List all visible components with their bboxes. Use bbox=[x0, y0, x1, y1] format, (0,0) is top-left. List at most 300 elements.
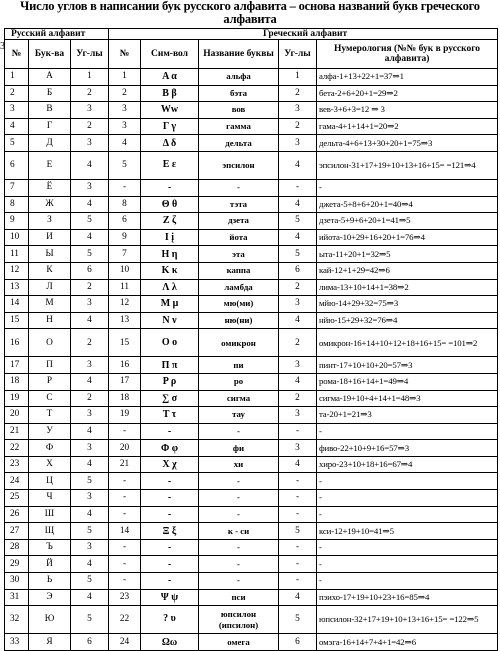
table-row bbox=[5, 196, 498, 213]
numerology-cell: - bbox=[317, 473, 498, 490]
numerology-cell: ыта-11+20+1=32⇒5 bbox=[317, 246, 498, 263]
russian-alphabet-header: Русский алфавит bbox=[5, 29, 109, 40]
greek-number-cell: - bbox=[109, 423, 141, 440]
russian-letter-cell: Ф bbox=[29, 440, 71, 457]
row-number-cell: 8 bbox=[5, 196, 29, 213]
russian-angles-cell: 2 bbox=[71, 279, 109, 296]
greek-symbol-cell: - bbox=[141, 423, 199, 440]
greek-letter-name-cell: - bbox=[199, 539, 279, 556]
russian-angles-cell: 2 bbox=[71, 390, 109, 407]
table-row bbox=[5, 213, 498, 230]
russian-letter-cell: Х bbox=[29, 456, 71, 473]
greek-angles-cell: 3 bbox=[279, 102, 317, 119]
greek-angles-cell: 4 bbox=[279, 229, 317, 246]
russian-letter-cell: Н bbox=[29, 312, 71, 329]
table-row bbox=[5, 390, 498, 407]
table-row bbox=[5, 634, 498, 651]
greek-number-cell: 16 bbox=[109, 357, 141, 374]
russian-letter-cell: Б bbox=[29, 85, 71, 102]
row-number-cell: 33 bbox=[5, 634, 29, 651]
greek-number-cell: - bbox=[109, 556, 141, 573]
russian-letter-cell: Ц bbox=[29, 473, 71, 490]
greek-angles-cell: 4 bbox=[279, 589, 317, 606]
russian-angles-cell: 6 bbox=[71, 634, 109, 651]
russian-angles-cell: 5 bbox=[71, 246, 109, 263]
numerology-cell: хиро-23+10+18+16=67⇒4 bbox=[317, 456, 498, 473]
row-number-cell: 28 bbox=[5, 539, 29, 556]
greek-letter-name-cell: омега bbox=[199, 634, 279, 651]
greek-letter-name-cell: тэта bbox=[199, 196, 279, 213]
table-row bbox=[5, 262, 498, 279]
greek-angles-cell: 2 bbox=[279, 279, 317, 296]
row-number-cell: 7 bbox=[5, 179, 29, 196]
greek-letter-name-cell: йота bbox=[199, 229, 279, 246]
greek-letter-name-cell: хи bbox=[199, 456, 279, 473]
table-row bbox=[5, 523, 498, 540]
greek-number-cell: 2 bbox=[109, 85, 141, 102]
russian-angles-cell: 6 bbox=[71, 262, 109, 279]
greek-symbol-cell: Ζ ζ bbox=[141, 213, 199, 230]
russian-angles-cell: 2 bbox=[71, 118, 109, 135]
russian-letter-cell: Ч bbox=[29, 490, 71, 507]
russian-angles-cell: 5 bbox=[71, 606, 109, 634]
numerology-cell: рома-18+16+14+1=49⇒4 bbox=[317, 373, 498, 390]
row-number-cell: 11 bbox=[5, 246, 29, 263]
greek-symbol-cell: - bbox=[141, 506, 199, 523]
russian-letter-cell: Ы bbox=[29, 246, 71, 263]
greek-letter-name-cell: - bbox=[199, 473, 279, 490]
numerology-cell: вев-3+6+3=12 ⇒ 3 bbox=[317, 102, 498, 119]
greek-symbol-cell: Ψ ψ bbox=[141, 589, 199, 606]
russian-letter-cell: Г bbox=[29, 118, 71, 135]
greek-symbol-cell: Ο ο bbox=[141, 329, 199, 357]
table-row bbox=[5, 539, 498, 556]
greek-symbol-cell: Φ φ bbox=[141, 440, 199, 457]
row-number-cell: 15 bbox=[5, 312, 29, 329]
numerology-cell: гама-4+1+14+1=20⇒2 bbox=[317, 118, 498, 135]
russian-angles-cell: 3 bbox=[71, 490, 109, 507]
numerology-cell: фиво-22+10+9+16=57⇒3 bbox=[317, 440, 498, 457]
greek-letter-name-cell: - bbox=[199, 556, 279, 573]
table-row bbox=[5, 85, 498, 102]
greek-symbol-cell: Ι į bbox=[141, 229, 199, 246]
row-number-cell: 27 bbox=[5, 523, 29, 540]
russian-angles-cell: 3 bbox=[71, 102, 109, 119]
col-header-angles: Уг-лы bbox=[71, 40, 109, 69]
greek-number-cell: 18 bbox=[109, 390, 141, 407]
greek-angles-cell: 3 bbox=[279, 296, 317, 313]
greek-letter-name-cell: пи bbox=[199, 357, 279, 374]
greek-number-cell: 19 bbox=[109, 407, 141, 424]
greek-angles-cell: 3 bbox=[279, 440, 317, 457]
russian-letter-cell: Ъ bbox=[29, 539, 71, 556]
row-number-cell: 31 bbox=[5, 589, 29, 606]
numerology-cell: бета-2+6+20+1=29⇒2 bbox=[317, 85, 498, 102]
greek-angles-cell: - bbox=[279, 490, 317, 507]
greek-number-cell: - bbox=[109, 179, 141, 196]
table-row bbox=[5, 407, 498, 424]
russian-angles-cell: 5 bbox=[71, 523, 109, 540]
greek-angles-cell: 5 bbox=[279, 523, 317, 540]
russian-letter-cell: С bbox=[29, 390, 71, 407]
row-number-cell: 25 bbox=[5, 490, 29, 507]
greek-letter-name-cell: - bbox=[199, 490, 279, 507]
russian-letter-cell: Й bbox=[29, 556, 71, 573]
greek-angles-cell: 3 bbox=[279, 135, 317, 152]
numerology-cell: кси-12+19+10=41⇒5 bbox=[317, 523, 498, 540]
col-header-symbol: Сим-вол bbox=[141, 40, 199, 69]
numerology-cell: нйю-15+29+32=76⇒4 bbox=[317, 312, 498, 329]
russian-angles-cell: 1 bbox=[71, 69, 109, 86]
table-row bbox=[5, 606, 498, 634]
table-row bbox=[5, 229, 498, 246]
numerology-cell: омэга-16+14+7+4+1=42⇒6 bbox=[317, 634, 498, 651]
russian-angles-cell: 4 bbox=[71, 589, 109, 606]
table-row bbox=[5, 151, 498, 179]
russian-letter-cell: Е bbox=[29, 151, 71, 179]
greek-number-cell: 4 bbox=[109, 135, 141, 152]
row-number-cell: 30 bbox=[5, 573, 29, 590]
table-body bbox=[5, 69, 498, 651]
greek-symbol-cell: Ξ ξ bbox=[141, 523, 199, 540]
russian-letter-cell: Т bbox=[29, 407, 71, 424]
greek-letter-name-cell: сигма bbox=[199, 390, 279, 407]
russian-letter-cell: Ю bbox=[29, 606, 71, 634]
row-number-cell: 16 bbox=[5, 329, 29, 357]
greek-angles-cell: 6 bbox=[279, 262, 317, 279]
greek-angles-cell: - bbox=[279, 423, 317, 440]
numerology-cell: - bbox=[317, 573, 498, 590]
greek-angles-cell: - bbox=[279, 573, 317, 590]
greek-angles-cell: 4 bbox=[279, 312, 317, 329]
numerology-cell: пэихо-17+19+10+23+16=85⇒4 bbox=[317, 589, 498, 606]
row-number-cell: 17 bbox=[5, 357, 29, 374]
table-row bbox=[5, 296, 498, 313]
numerology-cell: омикрон-16+14+10+12+18+16+15= =101⇒2 bbox=[317, 329, 498, 357]
greek-number-cell: 15 bbox=[109, 329, 141, 357]
greek-angles-cell: 4 bbox=[279, 151, 317, 179]
row-number-cell: 24 bbox=[5, 473, 29, 490]
greek-number-cell: 22 bbox=[109, 606, 141, 634]
greek-angles-cell: 3 bbox=[279, 407, 317, 424]
greek-number-cell: 6 bbox=[109, 213, 141, 230]
numerology-cell: кай-12+1+29=42⇒6 bbox=[317, 262, 498, 279]
russian-letter-cell: Я bbox=[29, 634, 71, 651]
russian-angles-cell: 4 bbox=[71, 423, 109, 440]
greek-number-cell: 3 bbox=[109, 102, 141, 119]
numerology-cell: юпсилон-32+17+19+10+13+16+15= =122⇒5 bbox=[317, 606, 498, 634]
russian-letter-cell: Р bbox=[29, 373, 71, 390]
numerology-cell: - bbox=[317, 539, 498, 556]
russian-letter-cell: Д bbox=[29, 135, 71, 152]
col-header-letter-name: Название буквы bbox=[199, 40, 279, 69]
greek-angles-cell: 2 bbox=[279, 390, 317, 407]
greek-symbol-cell: Κ κ bbox=[141, 262, 199, 279]
row-number-cell: 19 bbox=[5, 390, 29, 407]
row-number-cell: 12 bbox=[5, 262, 29, 279]
greek-number-cell: 3 bbox=[109, 118, 141, 135]
table-row bbox=[5, 423, 498, 440]
table-row bbox=[5, 329, 498, 357]
greek-symbol-cell: - bbox=[141, 556, 199, 573]
greek-number-cell: 9 bbox=[109, 229, 141, 246]
greek-angles-cell: 5 bbox=[279, 246, 317, 263]
alphabet-table bbox=[4, 28, 498, 651]
russian-letter-cell: В bbox=[29, 102, 71, 119]
greek-number-cell: - bbox=[109, 539, 141, 556]
greek-letter-name-cell: ню(ни) bbox=[199, 312, 279, 329]
margin-digit: 3 bbox=[0, 41, 5, 52]
russian-angles-cell: 4 bbox=[71, 229, 109, 246]
table-row bbox=[5, 473, 498, 490]
table-row bbox=[5, 279, 498, 296]
table-row bbox=[5, 118, 498, 135]
greek-symbol-cell: - bbox=[141, 473, 199, 490]
table-row bbox=[5, 506, 498, 523]
greek-number-cell: 13 bbox=[109, 312, 141, 329]
col-header-number: № bbox=[5, 40, 29, 69]
row-number-cell: 1 bbox=[5, 69, 29, 86]
table-row bbox=[5, 135, 498, 152]
greek-number-cell: 8 bbox=[109, 196, 141, 213]
greek-symbol-cell: Ν ν bbox=[141, 312, 199, 329]
row-number-cell: 10 bbox=[5, 229, 29, 246]
table-row bbox=[5, 179, 498, 196]
greek-letter-name-cell: дельта bbox=[199, 135, 279, 152]
greek-angles-cell: - bbox=[279, 539, 317, 556]
table-row bbox=[5, 357, 498, 374]
russian-angles-cell: 3 bbox=[71, 440, 109, 457]
greek-number-cell: 21 bbox=[109, 456, 141, 473]
russian-angles-cell: 3 bbox=[71, 135, 109, 152]
greek-symbol-cell: Ε ε bbox=[141, 151, 199, 179]
russian-angles-cell: 4 bbox=[71, 151, 109, 179]
row-number-cell: 22 bbox=[5, 440, 29, 457]
greek-symbol-cell: Α α bbox=[141, 69, 199, 86]
page-title: Число углов в написании бук русского алфавита – основа названий букв греческого алфавита bbox=[20, 0, 480, 26]
greek-symbol-cell: Θ θ bbox=[141, 196, 199, 213]
russian-angles-cell: 3 bbox=[71, 357, 109, 374]
table-row bbox=[5, 312, 498, 329]
col-header-numerology: Нумерология (№№ бук в русского алфавита) bbox=[317, 40, 498, 69]
numerology-cell: дельта-4+6+13+30+20+1=75⇒3 bbox=[317, 135, 498, 152]
greek-angles-cell: 4 bbox=[279, 196, 317, 213]
greek-number-cell: - bbox=[109, 473, 141, 490]
russian-angles-cell: 4 bbox=[71, 556, 109, 573]
greek-letter-name-cell: альфа bbox=[199, 69, 279, 86]
numerology-cell: пинт-17+10+10+20=57⇒3 bbox=[317, 357, 498, 374]
russian-letter-cell: О bbox=[29, 329, 71, 357]
russian-letter-cell: Щ bbox=[29, 523, 71, 540]
russian-angles-cell: 2 bbox=[71, 329, 109, 357]
greek-number-cell: - bbox=[109, 490, 141, 507]
greek-angles-cell: 2 bbox=[279, 329, 317, 357]
row-number-cell: 18 bbox=[5, 373, 29, 390]
numerology-cell: та-20+1=21⇒3 bbox=[317, 407, 498, 424]
greek-letter-name-cell: каппа bbox=[199, 262, 279, 279]
greek-letter-name-cell: - bbox=[199, 506, 279, 523]
table-row bbox=[5, 589, 498, 606]
russian-angles-cell: 3 bbox=[71, 539, 109, 556]
russian-angles-cell: 5 bbox=[71, 213, 109, 230]
col-header-greek-angles: Уг-лы bbox=[279, 40, 317, 69]
russian-letter-cell: Ж bbox=[29, 196, 71, 213]
greek-angles-cell: 2 bbox=[279, 118, 317, 135]
greek-letter-name-cell: - bbox=[199, 423, 279, 440]
row-number-cell: 26 bbox=[5, 506, 29, 523]
greek-symbol-cell: Χ χ bbox=[141, 456, 199, 473]
numerology-cell: эпсилон-31+17+19+10+13+16+15= =121⇒4 bbox=[317, 151, 498, 179]
col-header-letter: Бук-ва bbox=[29, 40, 71, 69]
greek-symbol-cell: ? υ bbox=[141, 606, 199, 634]
greek-angles-cell: 5 bbox=[279, 606, 317, 634]
russian-angles-cell: 5 bbox=[71, 473, 109, 490]
greek-letter-name-cell: - bbox=[199, 179, 279, 196]
numerology-cell: мйю-14+29+32=75⇒3 bbox=[317, 296, 498, 313]
greek-letter-name-cell: пси bbox=[199, 589, 279, 606]
greek-number-cell: 20 bbox=[109, 440, 141, 457]
row-number-cell: 29 bbox=[5, 556, 29, 573]
row-number-cell: 14 bbox=[5, 296, 29, 313]
greek-letter-name-cell: эпсилон bbox=[199, 151, 279, 179]
russian-letter-cell: И bbox=[29, 229, 71, 246]
greek-number-cell: 17 bbox=[109, 373, 141, 390]
greek-number-cell: 24 bbox=[109, 634, 141, 651]
row-number-cell: 4 bbox=[5, 118, 29, 135]
russian-letter-cell: К bbox=[29, 262, 71, 279]
numerology-cell: - bbox=[317, 490, 498, 507]
greek-number-cell: 10 bbox=[109, 262, 141, 279]
greek-number-cell: 1 bbox=[109, 69, 141, 86]
greek-letter-name-cell: тау bbox=[199, 407, 279, 424]
row-number-cell: 21 bbox=[5, 423, 29, 440]
greek-symbol-cell: Γ γ bbox=[141, 118, 199, 135]
greek-symbol-cell: - bbox=[141, 539, 199, 556]
greek-symbol-cell: Λ λ bbox=[141, 279, 199, 296]
row-number-cell: 2 bbox=[5, 85, 29, 102]
greek-letter-name-cell: ламбда bbox=[199, 279, 279, 296]
greek-number-cell: 5 bbox=[109, 151, 141, 179]
greek-symbol-cell: Δ δ bbox=[141, 135, 199, 152]
row-number-cell: 23 bbox=[5, 456, 29, 473]
russian-angles-cell: 4 bbox=[71, 506, 109, 523]
greek-symbol-cell: Ρ ρ bbox=[141, 373, 199, 390]
group-header-row bbox=[5, 29, 498, 40]
row-number-cell: 6 bbox=[5, 151, 29, 179]
table-row bbox=[5, 456, 498, 473]
row-number-cell: 13 bbox=[5, 279, 29, 296]
greek-angles-cell: 5 bbox=[279, 213, 317, 230]
greek-symbol-cell: Π π bbox=[141, 357, 199, 374]
russian-angles-cell: 3 bbox=[71, 179, 109, 196]
greek-angles-cell: 2 bbox=[279, 85, 317, 102]
russian-angles-cell: 4 bbox=[71, 373, 109, 390]
table-row bbox=[5, 373, 498, 390]
greek-number-cell: 14 bbox=[109, 523, 141, 540]
row-number-cell: 20 bbox=[5, 407, 29, 424]
russian-angles-cell: 2 bbox=[71, 85, 109, 102]
greek-number-cell: 23 bbox=[109, 589, 141, 606]
greek-number-cell: 11 bbox=[109, 279, 141, 296]
russian-angles-cell: 3 bbox=[71, 407, 109, 424]
greek-number-cell: - bbox=[109, 573, 141, 590]
russian-angles-cell: 5 bbox=[71, 573, 109, 590]
greek-symbol-cell: Ww bbox=[141, 102, 199, 119]
table-row bbox=[5, 102, 498, 119]
greek-angles-cell: - bbox=[279, 506, 317, 523]
greek-angles-cell: 4 bbox=[279, 456, 317, 473]
column-header-row bbox=[5, 40, 498, 69]
numerology-cell: сигма-19+10+4+14+1=48⇒3 bbox=[317, 390, 498, 407]
col-header-greek-number: № bbox=[109, 40, 141, 69]
russian-angles-cell: 3 bbox=[71, 296, 109, 313]
greek-alphabet-header: Греческий алфавит bbox=[109, 29, 498, 40]
table-row bbox=[5, 440, 498, 457]
numerology-cell: алфа-1+13+22+1=37⇒1 bbox=[317, 69, 498, 86]
table-row bbox=[5, 556, 498, 573]
greek-letter-name-cell: фи bbox=[199, 440, 279, 457]
russian-angles-cell: 4 bbox=[71, 196, 109, 213]
greek-angles-cell: 4 bbox=[279, 373, 317, 390]
row-number-cell: 32 bbox=[5, 606, 29, 634]
table-row bbox=[5, 69, 498, 86]
greek-symbol-cell: - bbox=[141, 490, 199, 507]
greek-letter-name-cell: вов bbox=[199, 102, 279, 119]
numerology-cell: - bbox=[317, 179, 498, 196]
russian-letter-cell: Э bbox=[29, 589, 71, 606]
russian-letter-cell: Ь bbox=[29, 573, 71, 590]
greek-angles-cell: 6 bbox=[279, 634, 317, 651]
greek-number-cell: 7 bbox=[109, 246, 141, 263]
greek-angles-cell: 1 bbox=[279, 69, 317, 86]
greek-angles-cell: - bbox=[279, 179, 317, 196]
russian-letter-cell: Ё bbox=[29, 179, 71, 196]
table-row bbox=[5, 490, 498, 507]
greek-letter-name-cell: мю(ми) bbox=[199, 296, 279, 313]
greek-letter-name-cell: эта bbox=[199, 246, 279, 263]
greek-symbol-cell: Ωω bbox=[141, 634, 199, 651]
greek-angles-cell: 3 bbox=[279, 357, 317, 374]
russian-letter-cell: З bbox=[29, 213, 71, 230]
numerology-cell: - bbox=[317, 506, 498, 523]
greek-number-cell: 12 bbox=[109, 296, 141, 313]
russian-letter-cell: М bbox=[29, 296, 71, 313]
greek-symbol-cell: - bbox=[141, 179, 199, 196]
russian-angles-cell: 4 bbox=[71, 456, 109, 473]
greek-symbol-cell: Μ μ bbox=[141, 296, 199, 313]
russian-letter-cell: П bbox=[29, 357, 71, 374]
row-number-cell: 5 bbox=[5, 135, 29, 152]
greek-symbol-cell: - bbox=[141, 573, 199, 590]
greek-angles-cell: - bbox=[279, 473, 317, 490]
russian-angles-cell: 4 bbox=[71, 312, 109, 329]
numerology-cell: лима-13+10+14+1=38⇒2 bbox=[317, 279, 498, 296]
numerology-cell: - bbox=[317, 556, 498, 573]
greek-number-cell: - bbox=[109, 506, 141, 523]
greek-symbol-cell: Η η bbox=[141, 246, 199, 263]
numerology-cell: дзета-5+9+6+20+1=41⇒5 bbox=[317, 213, 498, 230]
russian-letter-cell: Л bbox=[29, 279, 71, 296]
russian-letter-cell: Ш bbox=[29, 506, 71, 523]
numerology-cell: джета-5+8+6+20+1=40⇒4 bbox=[317, 196, 498, 213]
greek-angles-cell: - bbox=[279, 556, 317, 573]
greek-symbol-cell: Τ τ bbox=[141, 407, 199, 424]
greek-symbol-cell: Β β bbox=[141, 85, 199, 102]
greek-letter-name-cell: - bbox=[199, 573, 279, 590]
russian-letter-cell: А bbox=[29, 69, 71, 86]
table-row bbox=[5, 246, 498, 263]
greek-letter-name-cell: бэта bbox=[199, 85, 279, 102]
